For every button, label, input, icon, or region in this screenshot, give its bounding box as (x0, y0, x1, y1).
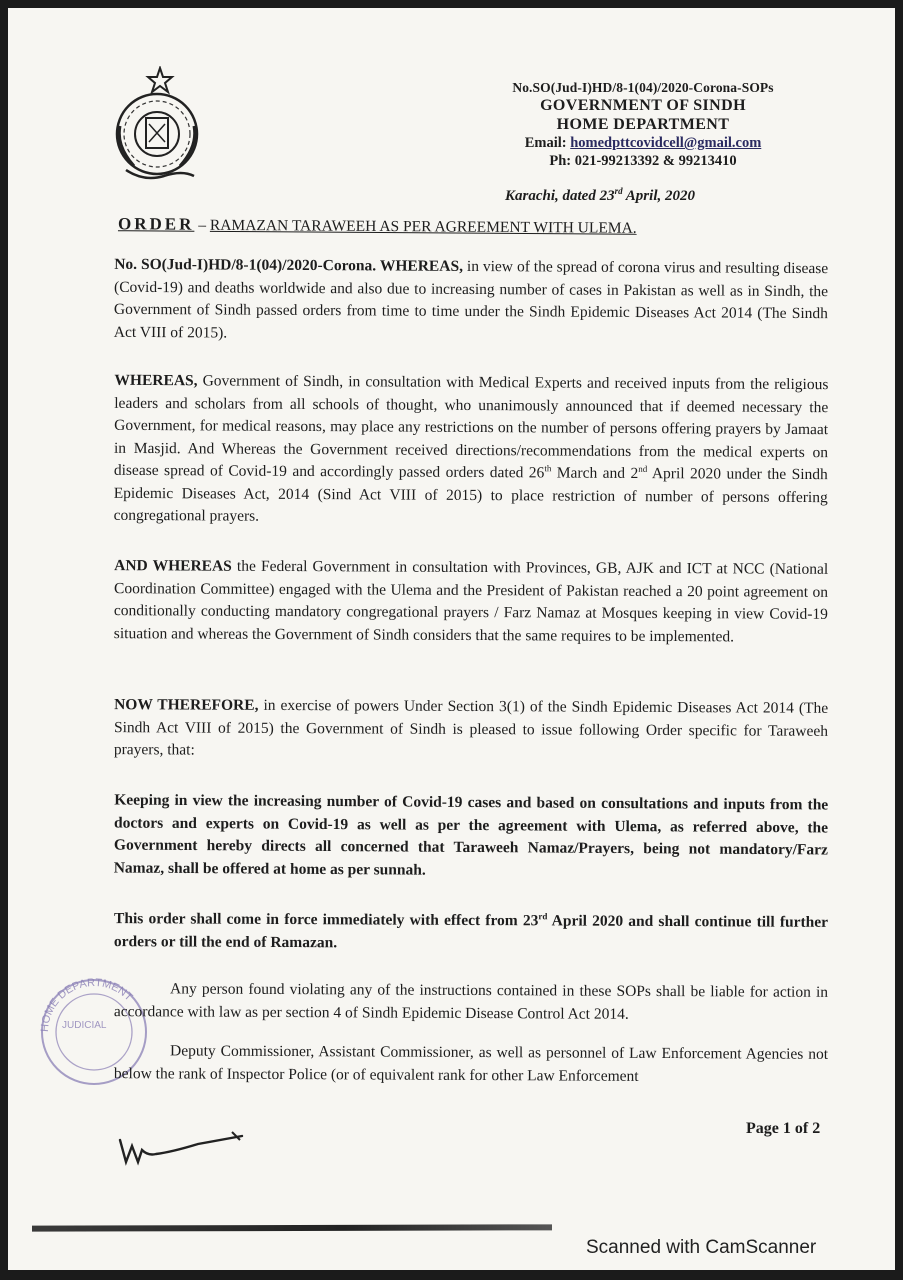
dateline (505, 186, 695, 205)
email-link[interactable]: homedpttcovidcell@gmail.com (570, 135, 762, 151)
scanner-watermark: Scanned with CamScanner (586, 1237, 817, 1258)
paragraph-4-body: in exercise of powers Under Section 3(1) of the Sindh Epidemic Diseases Act 2014 (The Sindh Act VIII of 2015) the Government of Sindh is pleased to issue following Order specific for Taraweeh prayers, that: (113, 696, 829, 759)
signature-icon (112, 1128, 262, 1178)
paragraph-2-body-a: Government of Sindh, in consultation with Medical Experts and received inputs from the religious leaders and scholars from all schools of thought, who unanimously announced that if deemed necessary the Government, for medical reasons, may place any restrictions on the number of persons offering prayers by Jamaat in Masjid. And Whereas the Government received directions/recommendations from the medical experts on disease spread of Covid-19 and accordingly passed orders dated 26 (113, 372, 829, 482)
paragraph-2 (114, 370, 829, 532)
email-label: Email: (524, 135, 567, 151)
date-sup: rd (614, 186, 623, 196)
order-dash: – (194, 216, 210, 234)
paragraph-3 (114, 555, 828, 649)
letterhead (478, 80, 808, 170)
paragraph-5-directive: Keeping in view the increasing number of Covid-19 cases and based on consultations and inputs from the doctors and experts on Covid-19 as well as per the agreement with Ulema, as referred above, the Government hereby directs all concerned that Taraweeh Namaz/Prayers, being not mandatory/Farz Namaz, shall be offered at home as per sunnah. (113, 791, 829, 879)
paragraph-1 (114, 254, 829, 348)
paragraph-7-penalty: Any person found violating any of the instructions contained in these SOPs shall be liable for action in accordance with law as per section 4 of Sindh Epidemic Disease Control Act 2014. (113, 980, 829, 1023)
paragraph-3-body: the Federal Government in consultation with Provinces, GB, AJK and ICT at NCC (National Coordination Committee) engaged with the Ulema and the President of Pakistan reached a 20 point agreement on conditionally conducting mandatory congregational prayers / Farz Namaz at Mosques keeping in view Covid-19 situation and whereas the Government of Sindh considers that the same requires to be implemented. (113, 557, 829, 645)
paragraph-8-enforcement: Deputy Commissioner, Assistant Commissioner, as well as personnel of Law Enforcement Agencies not below the rank of Inspector Police (or of equivalent rank for other Law Enforcement (113, 1042, 829, 1085)
paragraph-6-a: This order shall come in force immediately with effect from 23 (114, 910, 539, 930)
paragraph-4-lead: NOW THEREFORE, (114, 696, 259, 714)
paragraph-1-body: in view of the spread of corona virus and resulting disease (Covid-19) and deaths worldwide and also due to increasing number of cases in Pakistan as well as in Sindh, the Government of Sindh passed orders from time to time under the Sindh Epidemic Diseases Act 2014 (The Sindh Act VIII of 2015). (113, 257, 829, 342)
paragraph-1-lead: No. SO(Jud-I)HD/8-1(04)/2020-Corona. WHEREAS, (114, 255, 464, 275)
scan-edge-bar (32, 1224, 552, 1231)
document-page (8, 8, 895, 1270)
paragraph-2-body-c: April 2020 under the Sindh Epidemic Diseases Act, 2014 (Sind Act VIII of 2015) to place restriction of number of persons offering congregational prayers. (113, 465, 828, 525)
reference-number: No.SO(Jud-I)HD/8-1(04)/2020-Corona-SOPs (512, 80, 774, 95)
paragraph-4 (114, 694, 828, 765)
paragraph-6-effective-date (114, 908, 828, 957)
sindh-govt-emblem-icon (104, 66, 208, 184)
department-name: HOME DEPARTMENT (556, 116, 730, 133)
order-subject: RAMAZAN TARAWEEH AS PER AGREEMENT WITH ULEMA. (209, 216, 637, 237)
order-label: ORDER (117, 214, 195, 234)
stamp-mid-text: JUDICIAL (62, 1020, 107, 1031)
date-suffix: April, 2020 (622, 188, 695, 204)
paragraph-6-b: April 2020 and shall continue till further orders or till the end of Ramazan. (113, 912, 829, 951)
paragraph-2-sup-2: nd (638, 463, 648, 474)
paragraph-3-lead: AND WHEREAS (114, 557, 232, 575)
paragraph-6-sup: rd (538, 911, 548, 922)
phone-line: Ph: 021-99213392 & 99213410 (549, 153, 737, 169)
page-number: Page 1 of 2 (746, 1120, 821, 1137)
paragraph-2-body-b: March and 2 (551, 464, 639, 483)
paragraph-2-lead: WHEREAS, (114, 371, 198, 390)
stamp-arc-text: HOME DEPARTMENT (38, 976, 135, 1033)
paragraph-2-sup-1: th (544, 463, 552, 474)
government-name: GOVERNMENT OF SINDH (540, 97, 746, 114)
date-prefix: Karachi, dated 23 (505, 188, 615, 204)
order-title (118, 214, 637, 238)
email-line (478, 135, 808, 152)
